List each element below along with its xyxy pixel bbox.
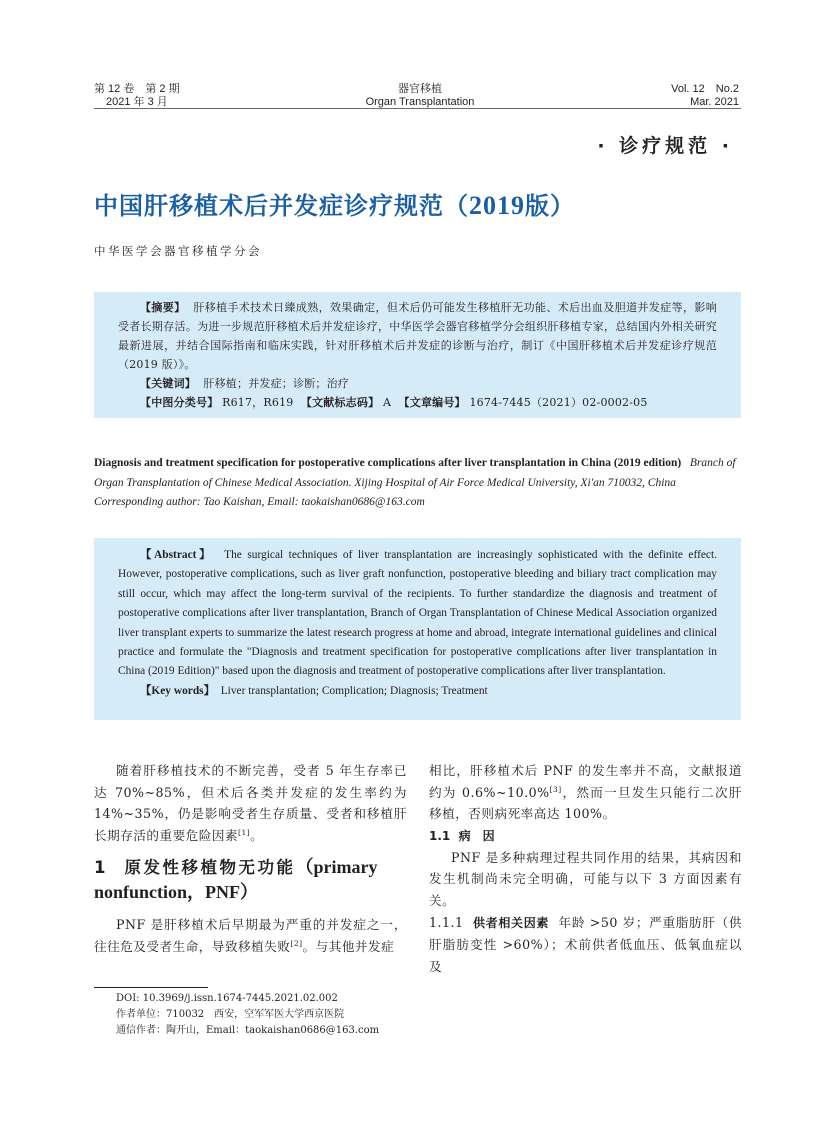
abstract-en-text: The surgical techniques of liver transplantation are increasingly sophisticated with the definite effect. However, postoperative complications, such as liver graft nonfunction, postoperative bleeding and biliary tract complication may still occur, which may affect the long-term survival of the recipients. To further standardize the diagnosis and treatment of postoperative complications after liver transplantation, Branch of Organ Transplantation of Chinese Medical Association organized liver transplant experts to summarize the latest research progress at home and abroad, integrate international guidelines and clinical practice and formulate the "Diagnosis and treatment specification for postoperative complications after liver transplantation in China (2019 Edition)" based upon the diagnosis and treatment of postoperative complications after liver transplantation. <box>118 549 717 678</box>
running-header-left <box>94 83 180 109</box>
section-1-1-1-number: 1.1.1 <box>429 914 464 930</box>
publication-date: 2021 年 3 月 <box>106 96 168 108</box>
english-title-block <box>94 454 744 513</box>
volume-issue-en: Vol. 12 No.2 <box>671 83 739 95</box>
donor-factors-paragraph <box>429 912 742 978</box>
english-affiliation: Branch of Organ Transplantation of Chinese Medical Association. Xijing Hospital of Air Force Medical University, Xi'an 710032, China <box>94 457 736 489</box>
footnote-corresponding: 通信作者：陶开山，Email：taokaishan0686@163.com <box>116 1025 380 1036</box>
column-tag: · 诊疗规范 · <box>597 135 733 157</box>
keywords-en-label: 【Key words】 <box>140 684 215 697</box>
classification-line <box>118 393 717 412</box>
volume-issue: 第 12 卷 第 2 期 <box>94 83 180 95</box>
pnf-paragraph-part2 <box>429 760 742 825</box>
running-header-center <box>300 83 540 109</box>
title-suffix: 版） <box>525 192 575 220</box>
pnf-paragraph-part1 <box>94 914 407 957</box>
abstract-cn-label: 【摘要】 <box>140 301 186 314</box>
article-title <box>94 186 575 221</box>
pnf-continued: 相比，肝移植术后 PNF 的发生率并不高，文献报道约为 0.6%~10.0% <box>429 763 742 800</box>
footnote-affiliation: 作者单位：710032 西安，空军军医大学西京医院 <box>116 1009 345 1020</box>
journal-name-en: Organ Transplantation <box>365 96 475 108</box>
english-title: Diagnosis and treatment specification for postoperative complications after liver transplantation in China (2019 edition) <box>94 457 682 469</box>
publication-date-en: Mar. 2021 <box>690 96 739 108</box>
title-year: 2019 <box>469 191 525 220</box>
article-no-label: 【文章编号】 <box>398 396 466 409</box>
abstract-cn <box>118 298 717 374</box>
section-1-1-heading <box>429 825 742 847</box>
clc-value: R617，R619 <box>222 396 294 409</box>
intro-end: 。 <box>250 827 264 843</box>
pnf-tail: ，然而一旦发生只能行二次肝移植，否则病死率高达 100%。 <box>429 784 743 822</box>
section-1-number: 1 <box>94 858 108 878</box>
journal-name-cn: 器官移植 <box>398 83 442 95</box>
citation-3[interactable]: [3] <box>549 784 562 794</box>
abstract-en-box <box>94 538 741 720</box>
title-main: 中国肝移植术后并发症诊疗规范（ <box>94 192 469 220</box>
body-column-left <box>94 760 407 958</box>
abstract-en-label: 【Abstract】 <box>140 549 214 561</box>
keywords-cn-text: 肝移植；并发症；诊断；治疗 <box>203 377 350 390</box>
keywords-cn-label: 【关键词】 <box>140 377 196 390</box>
running-header-right <box>671 83 739 109</box>
abstract-en <box>118 546 717 682</box>
article-no-value: 1674-7445（2021）02-0002-05 <box>469 396 648 409</box>
abstract-cn-text: 肝移植手术技术日臻成熟，效果确定，但术后仍可能发生移植肝无功能、术后出血及胆道并发症等，影响受者长期存活。为进一步规范肝移植术后并发症诊疗，中华医学会器官移植学分会组织肝移植专家，总结国内外相关研究最新进展，并结合国际指南和临床实践，针对肝移植术后并发症的诊断与治疗，制订《中国肝移植术后并发症诊疗规范（2019 版）》。 <box>118 301 717 371</box>
keywords-cn <box>118 374 717 393</box>
section-1-1-title: 病 因 <box>458 828 495 843</box>
citation-2[interactable]: [2] <box>290 938 303 948</box>
doc-code-label: 【文献标志码】 <box>300 396 380 409</box>
section-1-title-en: （primary nonfunction，PNF） <box>94 857 378 903</box>
intro-text: 随着肝移植技术的不断完善，受者 5 年生存率已达 70%~85%，但术后各类并发症的发生率约为 14%~35%，仍是影响受者生存质量、受者和移植肝长期存活的重要危险因素 <box>94 763 407 843</box>
donor-factors-text: 年龄 >50 岁；严重脂肪肝（供肝脂肪变性 >60%）；术前供者低血压、低氧血症以及 <box>429 914 742 974</box>
pnf-tail-start: 。与其他并发症 <box>302 938 395 954</box>
intro-paragraph <box>94 760 407 846</box>
body-column-right <box>429 760 742 977</box>
keywords-en-text: Liver transplantation; Complication; Diagnosis; Treatment <box>220 684 488 697</box>
english-corresponding-author: Corresponding author: Tao Kaishan, Email: taokaishan0686@163.com <box>94 496 425 508</box>
section-1-1-1-title: 供者相关因素 <box>472 915 550 930</box>
section-1-title-cn: 原发性移植物无功能 <box>124 858 296 878</box>
pnf-text: PNF 是肝移植术后早期最为严重的并发症之一，往往危及受者生命，导致移植失败 <box>94 917 407 954</box>
keywords-en <box>118 682 717 701</box>
clc-label: 【中图分类号】 <box>140 396 219 409</box>
section-1-1-number: 1.1 <box>429 828 451 843</box>
header-divider <box>94 108 741 109</box>
etiology-paragraph: PNF 是多种病理过程共同作用的结果，其病因和发生机制尚未完全明确，可能与以下 3 方面因素有关。 <box>429 849 742 908</box>
footnotes <box>116 991 379 1039</box>
author-organization: 中华医学会器官移植学分会 <box>94 244 262 258</box>
abstract-cn-box <box>94 292 741 418</box>
footnote-divider <box>94 987 208 988</box>
footnote-doi[interactable]: DOI: 10.3969/j.issn.1674-7445.2021.02.002 <box>116 993 338 1004</box>
section-1-heading <box>94 855 407 905</box>
citation-1[interactable]: [1] <box>238 827 251 837</box>
doc-code-value: A <box>382 396 392 409</box>
